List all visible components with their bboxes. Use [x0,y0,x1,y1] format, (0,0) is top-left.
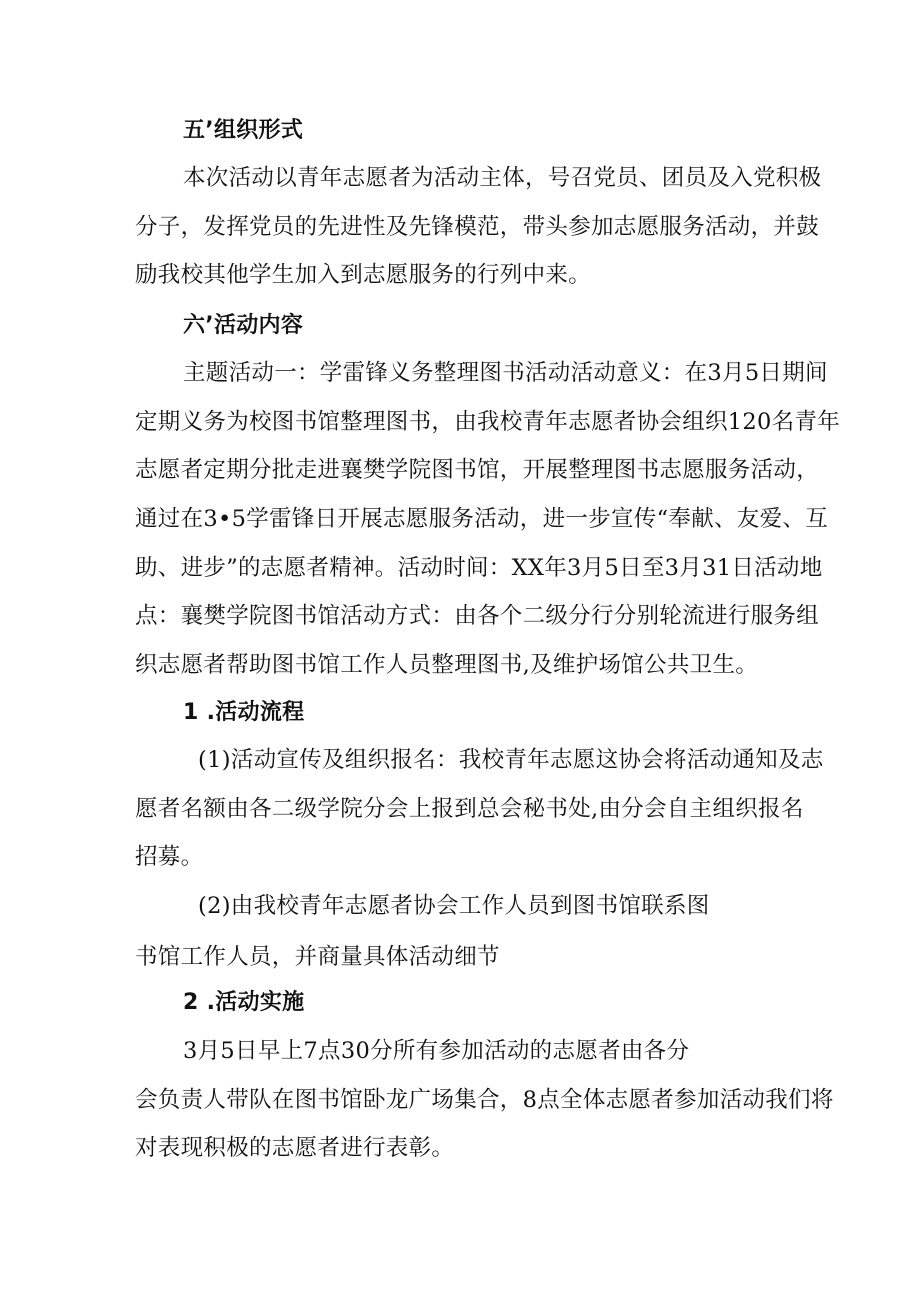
paragraph-line: 书馆工作人员，并商量具体活动细节 [135,944,500,970]
section-heading-content: 六’活动内容 [183,313,304,338]
section-heading-organization: 五’组织形式 [183,118,304,143]
paragraph-line: 主题活动一：学雷锋义务整理图书活动活动意义：在3月5日期间 [183,360,828,386]
paragraph-line: 分子，发挥党员的先进性及先锋模范，带头参加志愿服务活动，并鼓 [135,214,820,240]
subsection-heading-implementation: 2 .活动实施 [183,990,305,1015]
paragraph-line: 本次活动以青年志愿者为活动主体，号召党员、团员及入党积极 [183,165,822,191]
paragraph-line: 点：襄樊学院图书馆活动方式：由各个二级分行分别轮流进行服务组 [135,603,820,629]
paragraph-line: 对表现积极的志愿者进行表彰。 [135,1135,455,1161]
paragraph-line: 助、进步”的志愿者精神。活动时间：XX年3月5日至3月31日活动地 [135,555,823,581]
paragraph-line: 志愿者定期分批走进襄樊学院图书馆，开展整理图书志愿服务活动， [135,457,820,483]
paragraph-line: 定期义务为校图书馆整理图书，由我校青年志愿者协会组织120名青年 [135,409,841,435]
paragraph-line: 通过在3•5学雷锋日开展志愿服务活动，进一步宣传“奉献、友爱、互 [135,506,829,532]
paragraph-line: 织志愿者帮助图书馆工作人员整理图书,及维护场馆公共卫生。 [135,652,759,678]
paragraph-line: 愿者名额由各二级学院分会上报到总会秘书处,由分会自主组织报名 [135,796,804,822]
paragraph-line: (1)活动宣传及组织报名：我校青年志愿这协会将活动通知及志 [198,747,824,773]
paragraph-line: 招募。 [135,844,204,870]
subsection-heading-process: 1 .活动流程 [183,700,305,725]
paragraph-line: 会负责人带队在图书馆卧龙广场集合，8点全体志愿者参加活动我们将 [135,1087,834,1113]
paragraph-line: 3月5日早上7点30分所有参加活动的志愿者由各分 [183,1038,690,1064]
paragraph-line: (2)由我校青年志愿者协会工作人员到图书馆联系图 [198,893,710,919]
paragraph-line: 励我校其他学生加入到志愿服务的行列中来。 [135,262,592,288]
